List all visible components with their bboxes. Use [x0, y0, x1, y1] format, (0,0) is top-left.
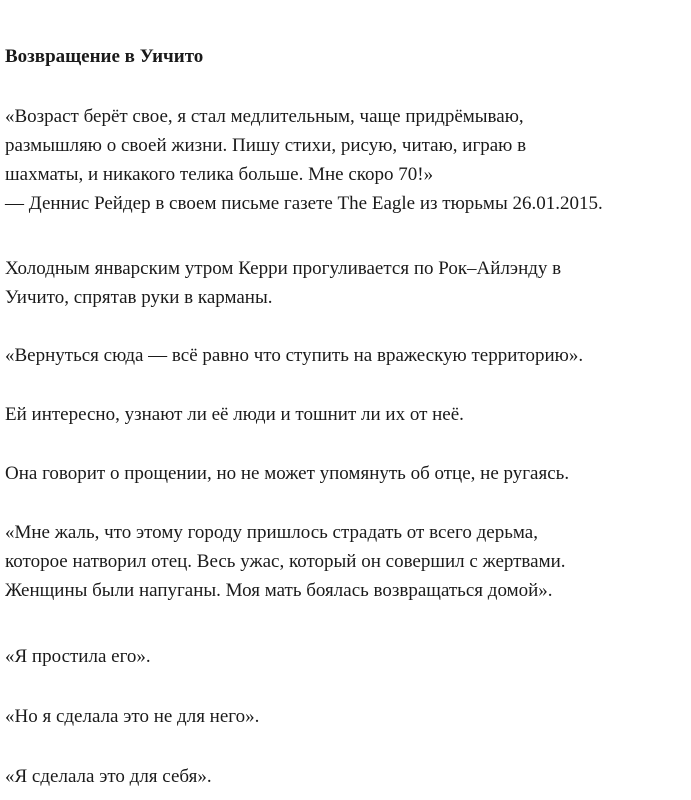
paragraph	[5, 459, 569, 488]
paragraph-line: Женщины были напуганы. Моя мать боялась возвращаться домой».	[5, 580, 553, 601]
paragraph-line: которое натворил отец. Весь ужас, который он совершил с жертвами.	[5, 551, 566, 572]
paragraph-line: «Но я сделала это не для него».	[5, 706, 260, 727]
paragraph	[5, 702, 259, 731]
paragraph-line: «Я простила его».	[5, 646, 151, 667]
paragraph-line: Ей интересно, узнают ли её люди и тошнит ли их от неё.	[5, 404, 464, 425]
paragraph-line: «Я сделала это для себя».	[5, 766, 212, 787]
paragraph	[5, 762, 212, 791]
epigraph-quote	[5, 102, 603, 218]
epigraph-line: размышляю о своей жизни. Пишу стихи, рисую, читаю, играю в	[5, 135, 527, 156]
epigraph-line: «Возраст берёт свое, я стал медлительным, чаще придрёмываю,	[5, 106, 524, 127]
epigraph-line: шахматы, и никакого телика больше. Мне скоро 70!»	[5, 164, 434, 185]
paragraph	[5, 341, 583, 370]
paragraph-line: Она говорит о прощении, но не может упомянуть об отце, не ругаясь.	[5, 463, 570, 484]
paragraph	[5, 518, 566, 605]
paragraph-line: Холодным январским утром Керри прогуливается по Рок–Айлэнду в	[5, 258, 562, 279]
paragraph-line: Уичито, спрятав руки в карманы.	[5, 287, 273, 308]
paragraph	[5, 400, 464, 429]
paragraph	[5, 254, 561, 312]
paragraph	[5, 642, 151, 671]
paragraph-line: «Вернуться сюда — всё равно что ступить на вражескую территорию».	[5, 345, 584, 366]
article-title: Возвращение в Уичито	[5, 46, 204, 67]
paragraph-line: «Мне жаль, что этому городу пришлось страдать от всего дерьма,	[5, 522, 538, 543]
epigraph-attribution: — Деннис Рейдер в своем письме газете The Eagle из тюрьмы 26.01.2015.	[5, 193, 603, 214]
